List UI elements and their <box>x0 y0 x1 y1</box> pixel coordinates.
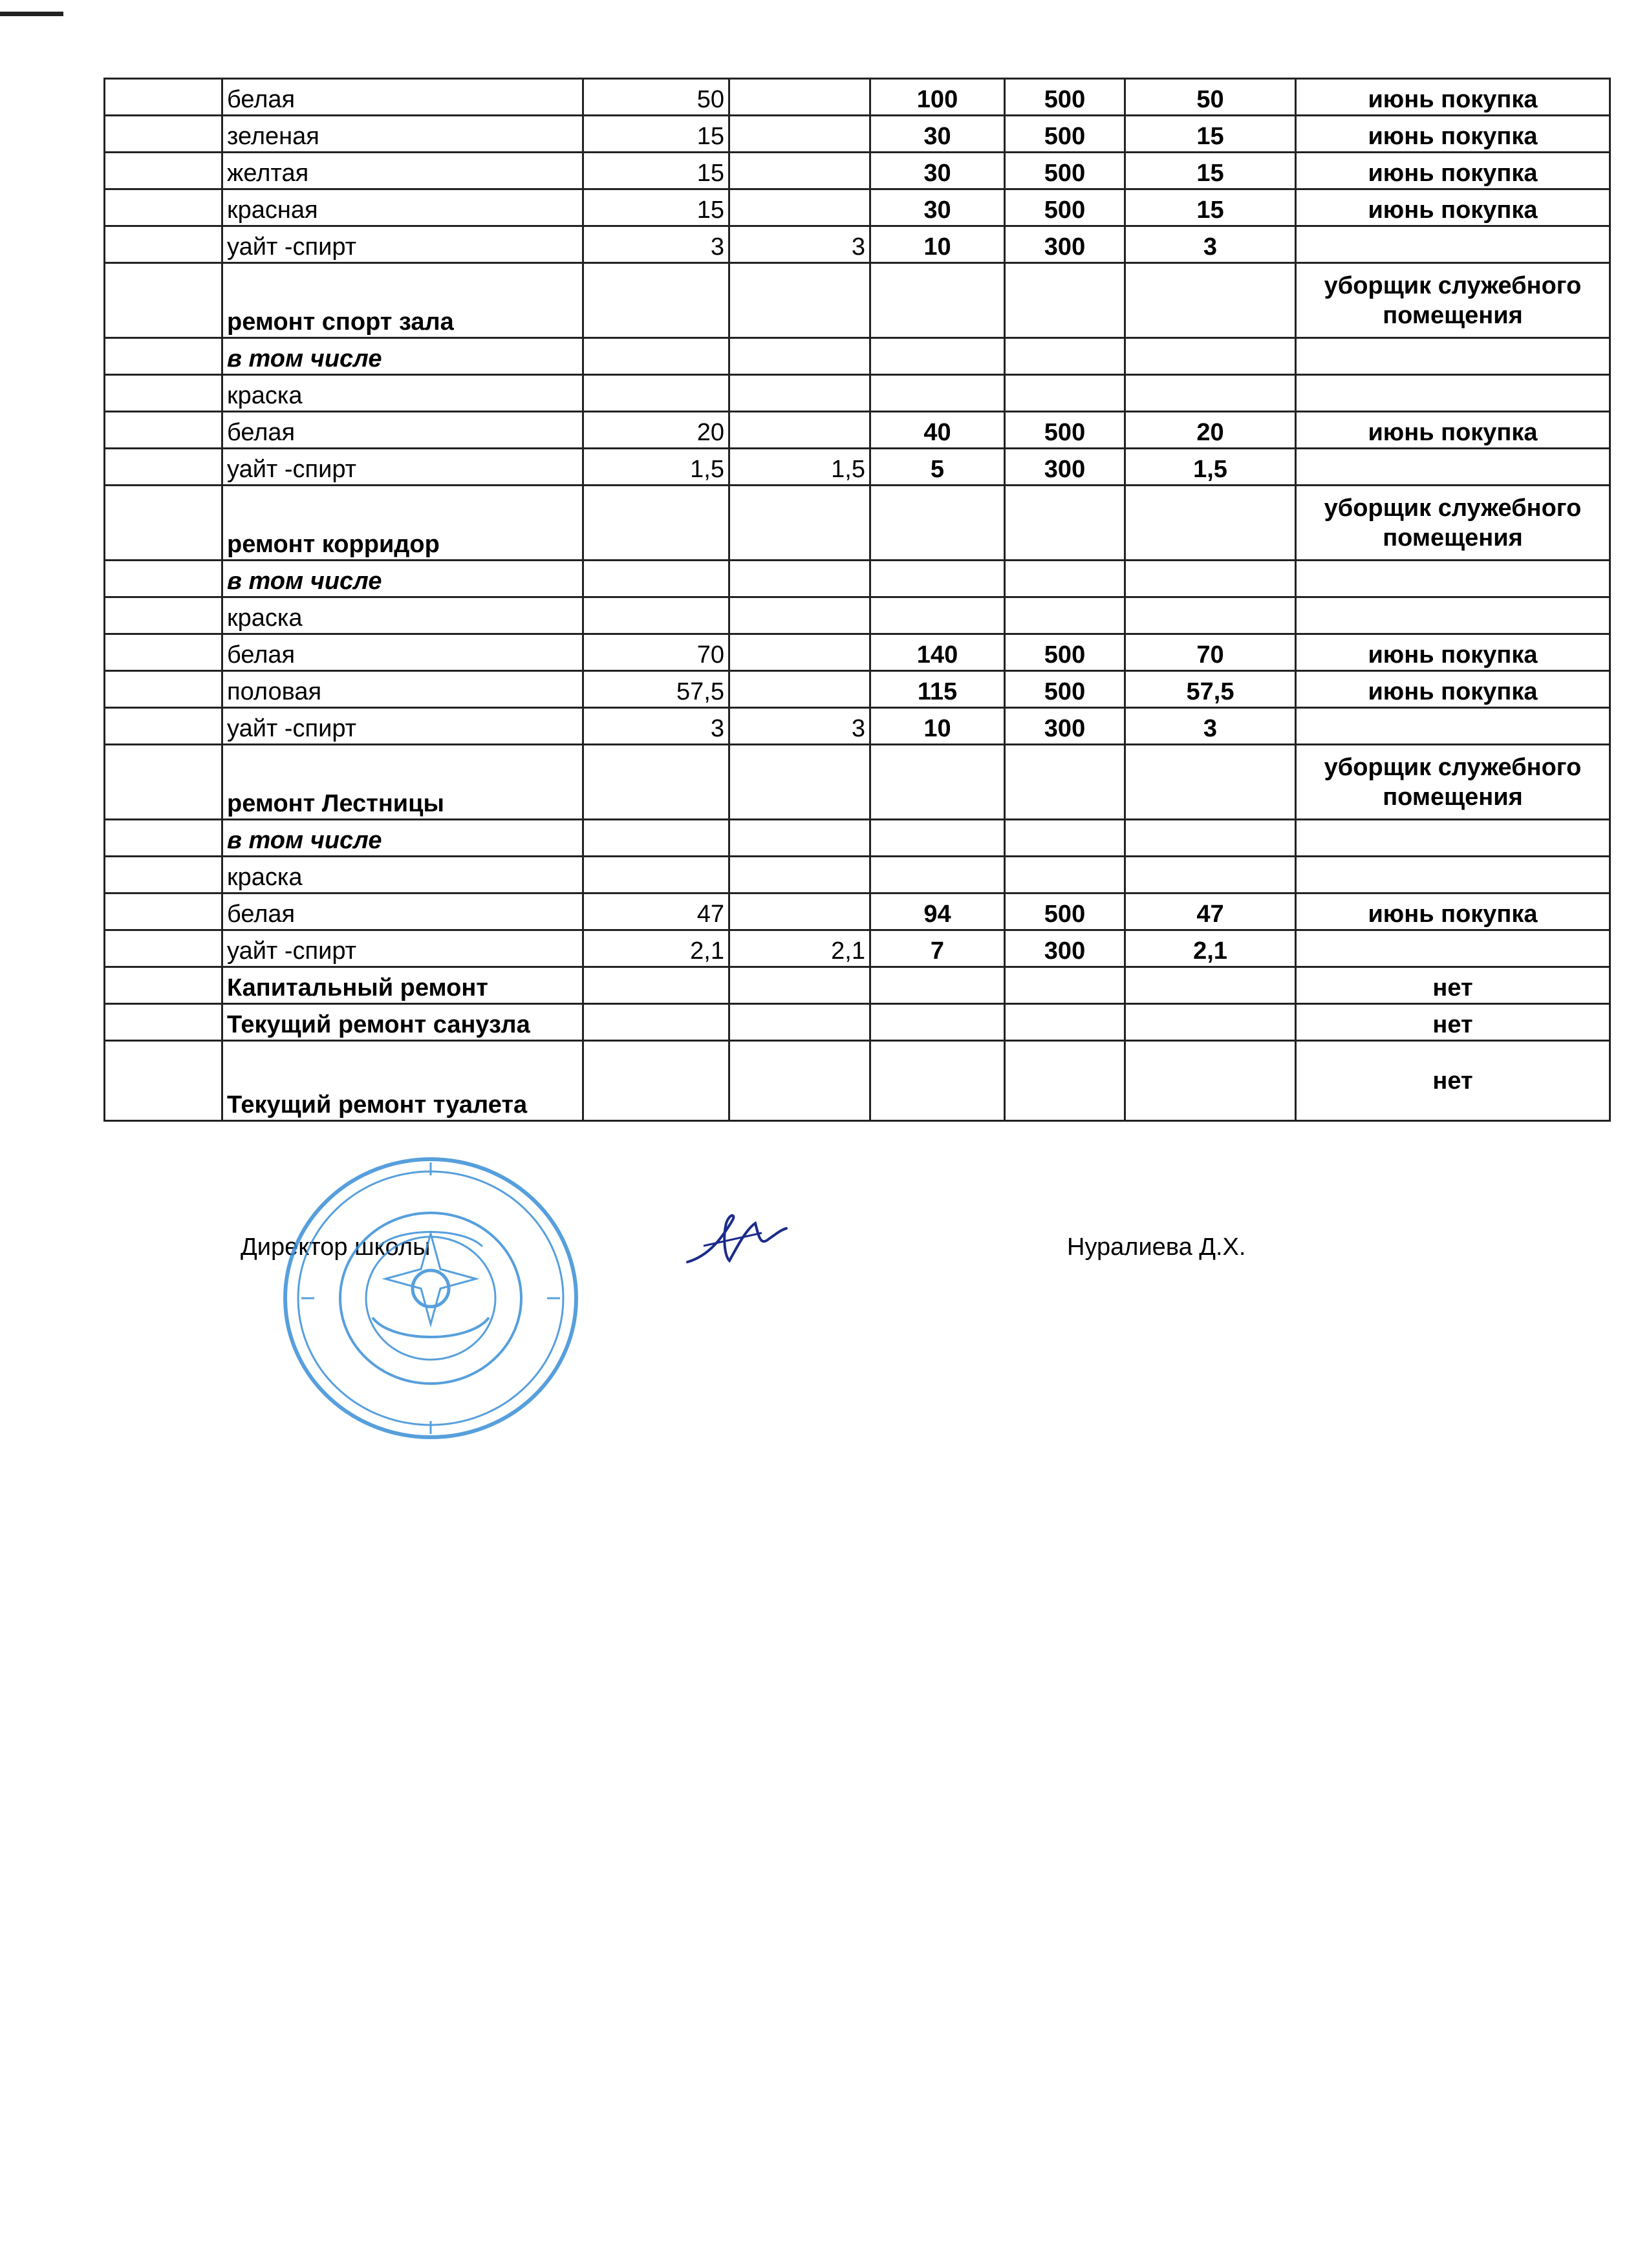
value-cell: 500 <box>1005 671 1125 708</box>
note-cell: июнь покупка <box>1296 893 1610 930</box>
item-name-cell: ремонт корридор <box>222 486 583 561</box>
value-cell: 50 <box>1125 79 1296 116</box>
value-cell <box>583 967 729 1004</box>
item-name-cell: Текущий ремонт туалета <box>222 1041 583 1121</box>
note-cell: нет <box>1296 1041 1610 1121</box>
index-cell <box>105 708 222 745</box>
table-row <box>105 745 1610 820</box>
value-cell <box>583 820 729 857</box>
value-cell: 20 <box>583 412 729 449</box>
table-row <box>105 708 1610 745</box>
item-name-cell: белая <box>222 79 583 116</box>
index-cell <box>105 857 222 893</box>
value-cell <box>870 857 1005 893</box>
value-cell <box>1005 597 1125 634</box>
value-cell: 50 <box>583 79 729 116</box>
table-row <box>105 820 1610 857</box>
value-cell <box>583 857 729 893</box>
note-cell <box>1296 597 1610 634</box>
value-cell <box>583 597 729 634</box>
value-cell <box>583 486 729 561</box>
value-cell <box>729 153 870 189</box>
item-name-cell: краска <box>222 857 583 893</box>
value-cell <box>870 561 1005 597</box>
note-cell: июнь покупка <box>1296 412 1610 449</box>
item-name-cell: белая <box>222 412 583 449</box>
value-cell: 3 <box>1125 708 1296 745</box>
value-cell <box>729 820 870 857</box>
value-cell <box>1005 486 1125 561</box>
value-cell: 15 <box>1125 189 1296 226</box>
index-cell <box>105 79 222 116</box>
note-cell: уборщик служебного помещения <box>1296 745 1610 820</box>
table-row <box>105 189 1610 226</box>
table-row <box>105 967 1610 1004</box>
note-cell <box>1296 375 1610 412</box>
value-cell <box>1125 263 1296 338</box>
value-cell <box>1005 375 1125 412</box>
value-cell: 500 <box>1005 116 1125 153</box>
value-cell: 15 <box>583 116 729 153</box>
item-name-cell: ремонт Лестницы <box>222 745 583 820</box>
value-cell: 2,1 <box>1125 930 1296 967</box>
value-cell <box>1005 1004 1125 1041</box>
item-name-cell: зеленая <box>222 116 583 153</box>
item-name-cell: в том числе <box>222 561 583 597</box>
value-cell <box>1005 561 1125 597</box>
value-cell: 15 <box>583 189 729 226</box>
value-cell: 3 <box>1125 226 1296 263</box>
table-row <box>105 634 1610 671</box>
table-row <box>105 375 1610 412</box>
index-cell <box>105 634 222 671</box>
value-cell <box>729 116 870 153</box>
value-cell <box>583 745 729 820</box>
index-cell <box>105 263 222 338</box>
value-cell: 500 <box>1005 153 1125 189</box>
note-cell: июнь покупка <box>1296 153 1610 189</box>
value-cell <box>870 1041 1005 1121</box>
value-cell: 3 <box>729 226 870 263</box>
value-cell <box>870 486 1005 561</box>
value-cell: 140 <box>870 634 1005 671</box>
index-cell <box>105 671 222 708</box>
value-cell <box>870 338 1005 375</box>
item-name-cell: Капитальный ремонт <box>222 967 583 1004</box>
value-cell: 1,5 <box>583 449 729 486</box>
value-cell <box>870 597 1005 634</box>
note-cell <box>1296 226 1610 263</box>
value-cell <box>583 1004 729 1041</box>
note-cell: нет <box>1296 1004 1610 1041</box>
value-cell: 94 <box>870 893 1005 930</box>
item-name-cell: половая <box>222 671 583 708</box>
value-cell: 57,5 <box>583 671 729 708</box>
value-cell: 70 <box>1125 634 1296 671</box>
value-cell: 500 <box>1005 893 1125 930</box>
note-cell: уборщик служебного помещения <box>1296 263 1610 338</box>
value-cell <box>870 263 1005 338</box>
index-cell <box>105 1041 222 1121</box>
item-name-cell: в том числе <box>222 820 583 857</box>
index-cell <box>105 745 222 820</box>
table-row <box>105 263 1610 338</box>
value-cell: 115 <box>870 671 1005 708</box>
value-cell: 500 <box>1005 189 1125 226</box>
value-cell <box>729 745 870 820</box>
value-cell <box>729 561 870 597</box>
item-name-cell: ремонт спорт зала <box>222 263 583 338</box>
index-cell <box>105 153 222 189</box>
value-cell <box>583 263 729 338</box>
value-cell: 300 <box>1005 449 1125 486</box>
value-cell <box>1125 967 1296 1004</box>
index-cell <box>105 486 222 561</box>
note-cell <box>1296 930 1610 967</box>
note-cell: июнь покупка <box>1296 79 1610 116</box>
signature-icon <box>684 1210 788 1268</box>
item-name-cell: Текущий ремонт санузла <box>222 1004 583 1041</box>
note-cell <box>1296 820 1610 857</box>
item-name-cell: уайт -спирт <box>222 226 583 263</box>
value-cell <box>729 671 870 708</box>
value-cell <box>1125 338 1296 375</box>
value-cell: 15 <box>1125 153 1296 189</box>
value-cell: 70 <box>583 634 729 671</box>
value-cell <box>729 412 870 449</box>
index-cell <box>105 449 222 486</box>
value-cell: 15 <box>583 153 729 189</box>
index-cell <box>105 597 222 634</box>
value-cell <box>729 1041 870 1121</box>
value-cell <box>729 189 870 226</box>
value-cell: 40 <box>870 412 1005 449</box>
value-cell <box>729 375 870 412</box>
value-cell: 300 <box>1005 930 1125 967</box>
official-seal-icon <box>275 1150 586 1447</box>
note-cell: нет <box>1296 967 1610 1004</box>
index-cell <box>105 189 222 226</box>
value-cell <box>583 338 729 375</box>
table-row <box>105 79 1610 116</box>
value-cell: 20 <box>1125 412 1296 449</box>
index-cell <box>105 893 222 930</box>
value-cell <box>1005 857 1125 893</box>
value-cell <box>729 338 870 375</box>
value-cell: 3 <box>583 226 729 263</box>
value-cell <box>583 375 729 412</box>
value-cell: 100 <box>870 79 1005 116</box>
value-cell <box>1125 1041 1296 1121</box>
value-cell: 500 <box>1005 79 1125 116</box>
value-cell <box>729 857 870 893</box>
value-cell: 57,5 <box>1125 671 1296 708</box>
item-name-cell: белая <box>222 893 583 930</box>
note-cell <box>1296 338 1610 375</box>
value-cell <box>583 561 729 597</box>
item-name-cell: уайт -спирт <box>222 708 583 745</box>
table-row <box>105 930 1610 967</box>
value-cell <box>870 1004 1005 1041</box>
table-row <box>105 449 1610 486</box>
note-cell: июнь покупка <box>1296 189 1610 226</box>
item-name-cell: краска <box>222 597 583 634</box>
item-name-cell: уайт -спирт <box>222 449 583 486</box>
item-name-cell: краска <box>222 375 583 412</box>
value-cell <box>729 1004 870 1041</box>
value-cell <box>1005 820 1125 857</box>
note-cell <box>1296 561 1610 597</box>
value-cell <box>870 375 1005 412</box>
value-cell: 5 <box>870 449 1005 486</box>
value-cell <box>1125 820 1296 857</box>
table-row <box>105 857 1610 893</box>
value-cell: 300 <box>1005 708 1125 745</box>
value-cell <box>729 79 870 116</box>
director-title: Директор школы <box>241 1234 431 1261</box>
director-name: Нуралиева Д.Х. <box>1067 1234 1246 1261</box>
table-row <box>105 1041 1610 1121</box>
value-cell <box>1005 967 1125 1004</box>
scan-edge-mark <box>0 12 63 16</box>
table-row <box>105 412 1610 449</box>
table-row <box>105 338 1610 375</box>
value-cell <box>870 967 1005 1004</box>
value-cell <box>1125 745 1296 820</box>
item-name-cell: желтая <box>222 153 583 189</box>
value-cell: 7 <box>870 930 1005 967</box>
value-cell <box>729 597 870 634</box>
value-cell <box>729 967 870 1004</box>
table-row <box>105 486 1610 561</box>
note-cell <box>1296 449 1610 486</box>
index-cell <box>105 338 222 375</box>
value-cell <box>1005 745 1125 820</box>
value-cell: 3 <box>729 708 870 745</box>
value-cell <box>870 820 1005 857</box>
table-row <box>105 116 1610 153</box>
note-cell: июнь покупка <box>1296 634 1610 671</box>
value-cell: 2,1 <box>583 930 729 967</box>
value-cell <box>1125 561 1296 597</box>
value-cell: 3 <box>583 708 729 745</box>
note-cell: июнь покупка <box>1296 671 1610 708</box>
value-cell <box>1125 597 1296 634</box>
index-cell <box>105 116 222 153</box>
index-cell <box>105 226 222 263</box>
index-cell <box>105 1004 222 1041</box>
value-cell: 500 <box>1005 634 1125 671</box>
value-cell <box>1125 857 1296 893</box>
value-cell: 300 <box>1005 226 1125 263</box>
index-cell <box>105 561 222 597</box>
table-row <box>105 671 1610 708</box>
value-cell: 15 <box>1125 116 1296 153</box>
item-name-cell: в том числе <box>222 338 583 375</box>
index-cell <box>105 930 222 967</box>
repair-table <box>103 78 1611 1122</box>
item-name-cell: красная <box>222 189 583 226</box>
value-cell <box>1005 263 1125 338</box>
value-cell: 47 <box>1125 893 1296 930</box>
value-cell: 30 <box>870 153 1005 189</box>
value-cell: 47 <box>583 893 729 930</box>
value-cell: 10 <box>870 226 1005 263</box>
value-cell <box>1125 1004 1296 1041</box>
index-cell <box>105 412 222 449</box>
note-cell <box>1296 708 1610 745</box>
table-row <box>105 893 1610 930</box>
value-cell <box>729 486 870 561</box>
note-cell: уборщик служебного помещения <box>1296 486 1610 561</box>
table-row <box>105 226 1610 263</box>
value-cell: 30 <box>870 189 1005 226</box>
value-cell: 1,5 <box>729 449 870 486</box>
value-cell <box>870 745 1005 820</box>
value-cell <box>729 893 870 930</box>
value-cell: 10 <box>870 708 1005 745</box>
value-cell <box>1005 1041 1125 1121</box>
table-row <box>105 153 1610 189</box>
value-cell <box>1125 375 1296 412</box>
item-name-cell: белая <box>222 634 583 671</box>
value-cell: 30 <box>870 116 1005 153</box>
index-cell <box>105 820 222 857</box>
index-cell <box>105 375 222 412</box>
item-name-cell: уайт -спирт <box>222 930 583 967</box>
table-row <box>105 1004 1610 1041</box>
table-row <box>105 561 1610 597</box>
value-cell <box>729 263 870 338</box>
value-cell <box>729 634 870 671</box>
value-cell: 500 <box>1005 412 1125 449</box>
value-cell <box>1125 486 1296 561</box>
note-cell: июнь покупка <box>1296 116 1610 153</box>
note-cell <box>1296 857 1610 893</box>
value-cell: 1,5 <box>1125 449 1296 486</box>
value-cell <box>1005 338 1125 375</box>
value-cell <box>583 1041 729 1121</box>
value-cell: 2,1 <box>729 930 870 967</box>
table-row <box>105 597 1610 634</box>
index-cell <box>105 967 222 1004</box>
